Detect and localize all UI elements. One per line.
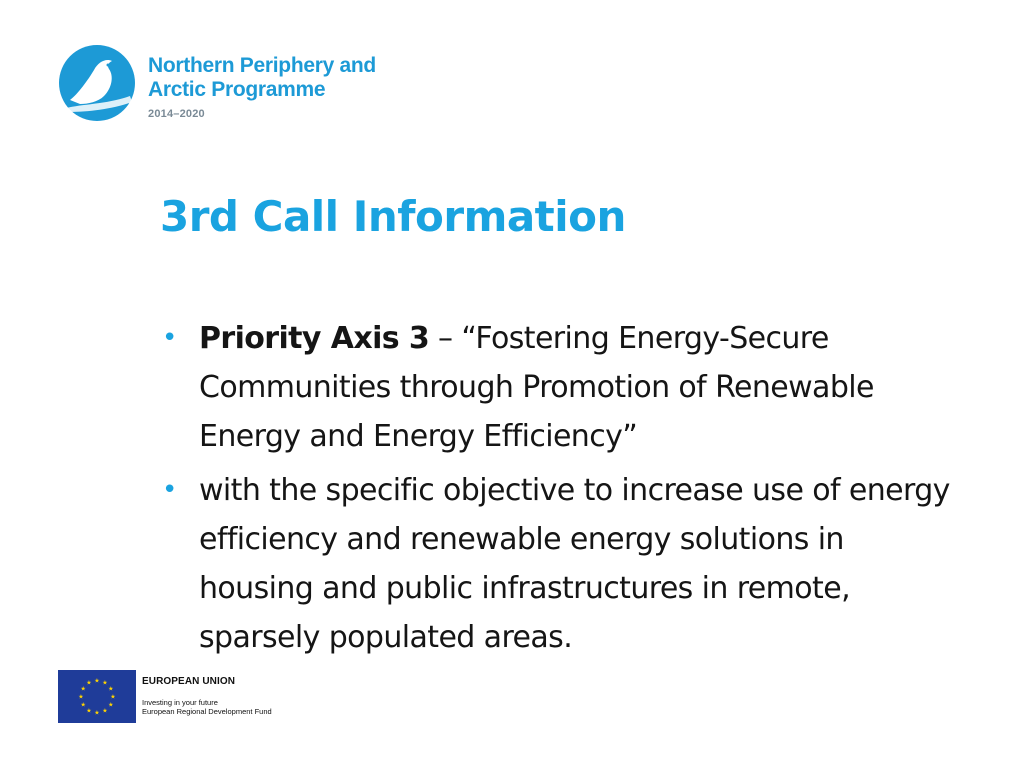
bullet-item-priority-axis (160, 314, 960, 461)
eu-star-icon: ★ (102, 679, 108, 687)
programme-years: 2014–2020 (148, 108, 205, 120)
bullet-dot-icon: • (162, 323, 177, 353)
bullet-list (160, 314, 960, 667)
bullet-text: – “Fostering Energy-Secure Communities through Promotion of Renewable Energy and Energy Efficiency” (199, 321, 874, 454)
eu-star-icon: ★ (108, 701, 114, 709)
eu-star-icon: ★ (94, 709, 100, 717)
eu-funding-note (142, 676, 272, 716)
bullet-text: with the specific objective to increase use of energy efficiency and renewable energy solutions in housing and public infrastructures in remote, sparsely populated areas. (199, 473, 950, 655)
eu-title: EUROPEAN UNION (142, 676, 236, 687)
eu-star-icon: ★ (110, 693, 116, 701)
bullet-bold-label: Priority Axis 3 (199, 321, 430, 356)
programme-name-line2: Arctic Programme (148, 78, 326, 101)
eu-star-icon: ★ (94, 677, 100, 685)
eu-subtitle-line1: Investing in your future (142, 698, 218, 707)
programme-name (148, 54, 376, 102)
eu-star-icon: ★ (86, 707, 92, 715)
eu-subtitle-line2: European Regional Development Fund (142, 707, 272, 716)
eu-flag-icon (58, 670, 136, 723)
programme-logo (58, 44, 388, 126)
eu-star-icon: ★ (86, 679, 92, 687)
eu-star-icon: ★ (80, 701, 86, 709)
eu-star-icon: ★ (80, 685, 86, 693)
eu-star-icon: ★ (108, 685, 114, 693)
bullet-dot-icon: • (162, 475, 177, 505)
dove-logo-icon (58, 44, 136, 122)
eu-star-icon: ★ (78, 693, 84, 701)
eu-star-icon: ★ (102, 707, 108, 715)
programme-name-line1: Northern Periphery and (148, 54, 376, 77)
bullet-item-objective (160, 466, 960, 662)
slide-title: 3rd Call Information (160, 192, 626, 241)
eu-subtitle (142, 698, 272, 716)
